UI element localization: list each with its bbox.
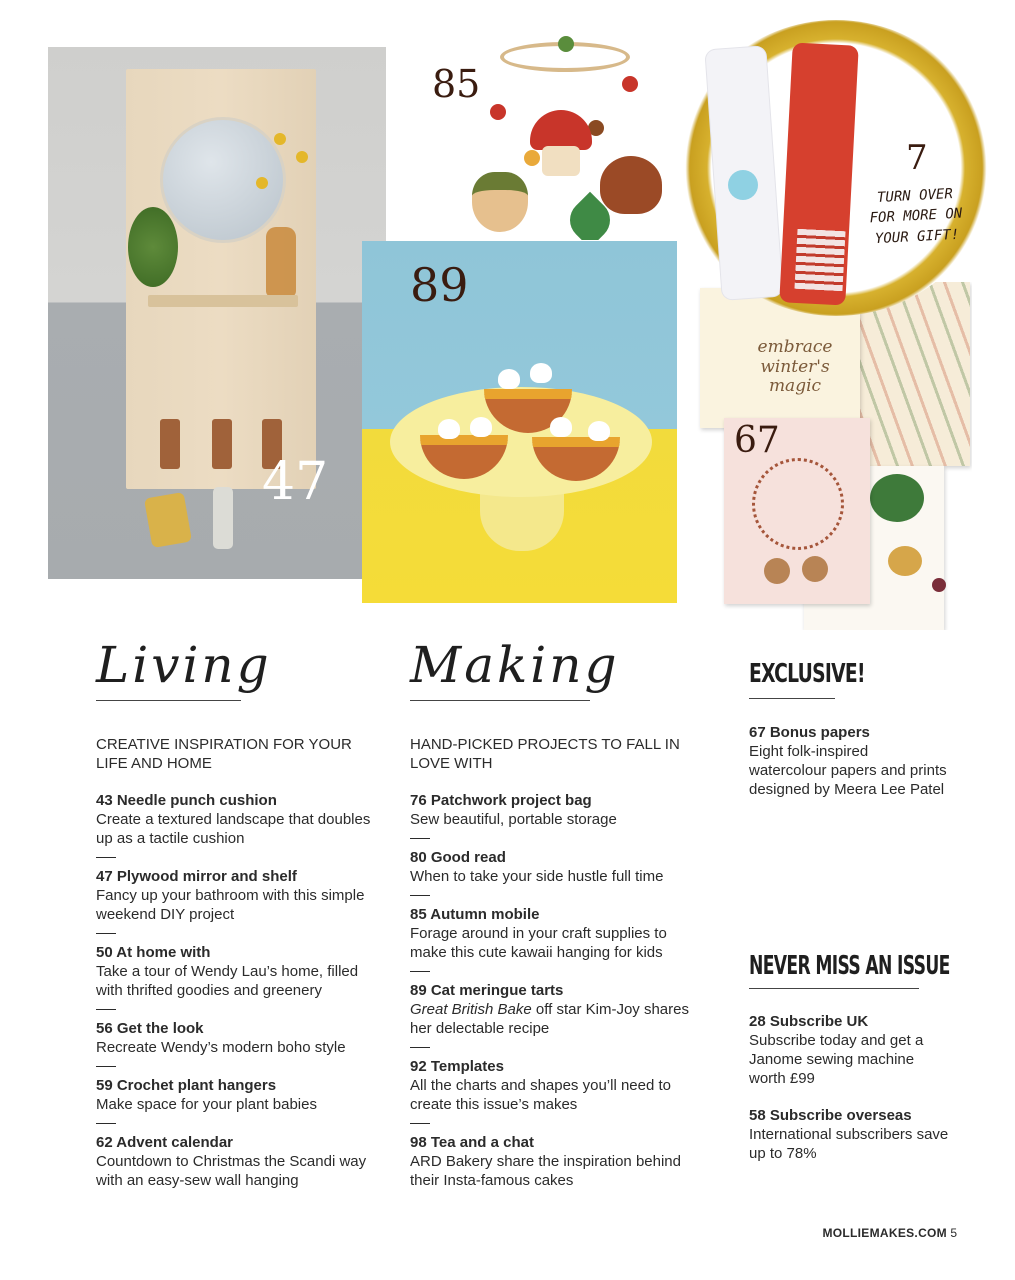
toc-entry-title: 76 Patchwork project bag — [410, 792, 592, 809]
entry-divider — [96, 1066, 116, 1067]
paper-lettering: embrace winter's magic — [757, 337, 833, 397]
toc-entry-desc: Create a textured landscape that doubles up as a tactile cushion — [96, 811, 371, 847]
toc-entry-desc: Fancy up your bathroom with this simple weekend DIY project — [96, 887, 365, 923]
felt-ball — [490, 104, 506, 120]
site-url[interactable]: MOLLIEMAKES.COM — [822, 1226, 947, 1240]
deer — [764, 558, 790, 584]
toc-entry-desc: Recreate Wendy’s modern boho style — [96, 1039, 346, 1056]
toc-entry-desc: Make space for your plant babies — [96, 1096, 317, 1113]
felt-ball — [524, 150, 540, 166]
toc-entry-desc: ARD Bakery share the inspiration behind their Insta-famous cakes — [410, 1153, 681, 1189]
toc-entry[interactable] — [96, 867, 381, 924]
felt-mushroom-stem — [542, 146, 580, 176]
toc-entry[interactable] — [410, 981, 700, 1038]
felt-chestnut — [600, 156, 662, 214]
toc-entry-title: 89 Cat meringue tarts — [410, 982, 564, 999]
leather-strap — [160, 419, 180, 469]
pumice — [213, 487, 233, 549]
toc-entry-desc — [410, 1000, 700, 1038]
gift-note: TURN OVER FOR MORE ON YOUR GIFT! — [869, 186, 963, 247]
photo-label-7: 7 — [906, 138, 928, 178]
toc-entry-title: 47 Plywood mirror and shelf — [96, 868, 297, 885]
wooden-shelf — [148, 295, 298, 307]
felt-ball — [558, 36, 574, 52]
entry-divider — [410, 1123, 430, 1124]
toc-entry[interactable] — [96, 1019, 381, 1057]
flower-dot — [256, 177, 268, 189]
entry-divider — [410, 895, 430, 896]
meringue-cat — [438, 419, 460, 439]
photo-label-47: 47 — [262, 452, 329, 512]
toc-entry-desc: Eight folk-inspired watercolour papers and prints designed by Meera Lee Patel — [749, 743, 947, 798]
toc-entry-title: 43 Needle punch cushion — [96, 792, 277, 809]
toc-entry-desc: Forage around in your craft supplies to make this cute kawaii hanging for kids — [410, 925, 667, 961]
meringue-cat — [530, 363, 552, 383]
making-intro: HAND-PICKED PROJECTS TO FALL IN LOVE WITH — [410, 736, 680, 772]
pom-pom — [728, 170, 758, 200]
page-number: 5 — [950, 1226, 957, 1240]
making-entries — [410, 791, 700, 1190]
toc-entry[interactable] — [410, 905, 700, 962]
toc-entry-desc: All the charts and shapes you’ll need to create this issue’s makes — [410, 1077, 671, 1113]
show-title: Great British Bake — [410, 1001, 532, 1018]
toc-entry-desc-rest: off star Kim-Joy shares her delectable recipe — [410, 1001, 689, 1037]
photo-autumn-mobile — [420, 0, 676, 240]
heading-rule — [749, 698, 835, 699]
photo-label-85: 85 — [432, 62, 481, 106]
toc-entry-title: 50 At home with — [96, 944, 211, 961]
toc-entry-desc: Take a tour of Wendy Lau’s home, filled with thrifted goodies and greenery — [96, 963, 359, 999]
felt-ball — [622, 76, 638, 92]
toc-entry-desc: International subscribers save up to 78% — [749, 1126, 949, 1162]
toc-entry-title: 67 Bonus papers — [749, 724, 870, 741]
photo-christmas-crackers — [680, 20, 992, 316]
meringue-cat — [470, 417, 492, 437]
living-entries — [96, 791, 381, 1190]
leather-strap — [212, 419, 232, 469]
toc-entry[interactable] — [410, 791, 700, 829]
subscribe-entries — [749, 1012, 949, 1163]
toc-entry-title: 98 Tea and a chat — [410, 1134, 534, 1151]
felt-mushroom — [530, 110, 592, 150]
toc-entry[interactable] — [96, 1076, 381, 1114]
meringue-cat — [550, 417, 572, 437]
entry-divider — [96, 1123, 116, 1124]
paint-blob — [888, 546, 922, 576]
heading-rule — [96, 700, 241, 701]
heading-rule — [410, 700, 590, 701]
exclusive-heading: EXCLUSIVE! — [749, 659, 865, 689]
never-miss-heading: NEVER MISS AN ISSUE — [749, 951, 950, 981]
toc-entry-desc: Subscribe today and get a Janome sewing machine worth £99 — [749, 1032, 924, 1087]
toc-entry-desc: Countdown to Christmas the Scandi way with an easy-sew wall hanging — [96, 1153, 367, 1189]
amber-vase — [266, 227, 296, 297]
toc-entry-title: 85 Autumn mobile — [410, 906, 540, 923]
toc-entry-title: 56 Get the look — [96, 1020, 204, 1037]
living-heading: Living — [96, 636, 272, 694]
entry-divider — [96, 933, 116, 934]
heading-rule — [749, 988, 919, 989]
living-section — [96, 630, 381, 1190]
toc-entry-title: 59 Crochet plant hangers — [96, 1077, 277, 1094]
meringue-cat — [498, 369, 520, 389]
flower-dot — [296, 151, 308, 163]
entry-divider — [410, 1047, 430, 1048]
deer — [802, 556, 828, 582]
toc-entry[interactable] — [749, 1106, 949, 1163]
making-heading: Making — [410, 636, 620, 694]
meringue-cat — [588, 421, 610, 441]
flower-dot — [274, 133, 286, 145]
toc-entry[interactable] — [749, 723, 949, 799]
toc-entry-desc: When to take your side hustle full time — [410, 868, 664, 885]
entry-divider — [96, 857, 116, 858]
toc-entry-title: 80 Good read — [410, 849, 506, 866]
living-intro: CREATIVE INSPIRATION FOR YOUR LIFE AND HOME — [96, 736, 352, 772]
cracker-stripes — [794, 229, 845, 291]
paint-blob — [870, 474, 924, 522]
wreath — [752, 458, 844, 550]
toc-entry-desc: Sew beautiful, portable storage — [410, 811, 617, 828]
paint-blob — [932, 578, 946, 592]
felt-acorn — [472, 172, 528, 232]
toc-entry[interactable] — [749, 1012, 949, 1088]
toc-entry[interactable] — [96, 943, 381, 1000]
making-section — [410, 630, 700, 1190]
entry-divider — [410, 838, 430, 839]
toc-entry-title: 92 Templates — [410, 1058, 504, 1075]
toc-entry-title: 28 Subscribe UK — [749, 1013, 869, 1030]
photo-label-67: 67 — [734, 420, 780, 461]
page-footer — [822, 1226, 957, 1240]
exclusive-section — [749, 630, 949, 799]
photo-label-89: 89 — [410, 258, 469, 312]
entry-divider — [96, 1009, 116, 1010]
toc-entry[interactable] — [410, 1133, 700, 1190]
entry-divider — [410, 971, 430, 972]
toc-entry-title: 58 Subscribe overseas — [749, 1107, 912, 1124]
toc-entry[interactable] — [96, 1133, 381, 1190]
hanging-plant — [128, 207, 178, 287]
sponge — [144, 492, 192, 548]
toc-entry[interactable] — [410, 1057, 700, 1114]
toc-entry[interactable] — [96, 791, 381, 848]
toc-entry-title: 62 Advent calendar — [96, 1134, 233, 1151]
photo-plywood-mirror — [48, 47, 386, 579]
toc-entry[interactable] — [410, 848, 700, 886]
